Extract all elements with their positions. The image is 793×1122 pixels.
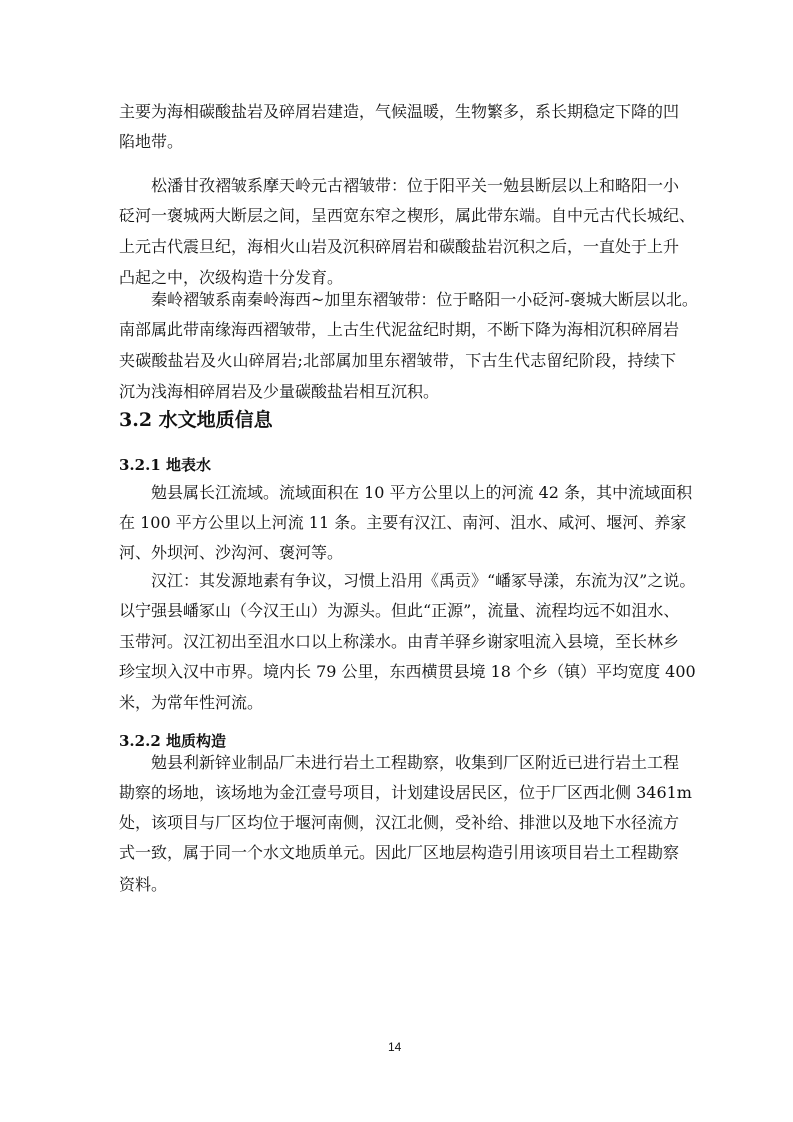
text-line: 主要为海相碳酸盐岩及碎屑岩建造，气候温暖，生物繁多，系长期稳定下降的凹: [119, 102, 680, 121]
text-line: 河、外坝河、沙沟河、褒河等。: [119, 543, 344, 562]
text-line: 处，该项目与厂区均位于堰河南侧，汉江北侧，受补给、排泄以及地下水径流方: [119, 813, 680, 832]
text-line: 夹碳酸盐岩及火山碎屑岩;北部属加里东褶皱带，下古生代志留纪阶段，持续下: [119, 351, 676, 370]
text-line: 凸起之中，次级构造十分发育。: [119, 268, 344, 287]
text-line: 上元古代震旦纪，海相火山岩及沉积碎屑岩和碳酸盐岩沉积之后，一直处于上升: [119, 237, 680, 256]
text-line: 勘察的场地，该场地为金江壹号项目，计划建设居民区，位于厂区西北侧 3461m: [119, 783, 692, 802]
text-line: 松潘甘孜褶皱系摩天岭元古褶皱带：位于阳平关一勉县断层以上和略阳一小: [151, 176, 680, 195]
text-line: 砭河一褒城两大断层之间，呈西宽东窄之楔形，属此带东端。自中元古代长城纪、: [119, 206, 696, 225]
text-line: 资料。: [119, 875, 168, 894]
text-line: 珍宝坝入汉中市界。境内长 79 公里，东西横贯县境 18 个乡（镇）平均宽度 400: [119, 662, 696, 681]
text-line: 南部属此带南缘海西褶皱带，上古生代泥盆纪时期，不断下降为海相沉积碎屑岩: [119, 320, 680, 339]
text-line: 汉江：其发源地素有争议，习惯上沿用《禹贡》“嶓冢导漾，东流为汉”之说。: [151, 571, 696, 590]
text-line: 沉为浅海相碎屑岩及少量碳酸盐岩相互沉积。: [119, 382, 440, 401]
text-line: 勉县属长江流域。流域面积在 10 平方公里以上的河流 42 条，其中流域面积: [151, 483, 693, 502]
section-heading-3-2-2: 3.2.2 地质构造: [119, 732, 226, 750]
text-line: 陷地带。: [119, 132, 184, 151]
text-line: 秦岭褶皱系南秦岭海西~加里东褶皱带：位于略阳一小砭河-褒城大断层以北。: [151, 290, 698, 309]
page-number: 14: [388, 1040, 402, 1054]
text-line: 玉带河。汉江初出至沮水口以上称漾水。由青羊驿乡谢家咀流入县境，至长林乡: [119, 632, 680, 651]
section-heading-3-2-1: 3.2.1 地表水: [119, 456, 211, 474]
text-line: 勉县利新锌业制品厂未进行岩土工程勘察，收集到厂区附近已进行岩土工程: [151, 753, 680, 772]
text-line: 米，为常年性河流。: [119, 693, 264, 712]
text-line: 在 100 平方公里以上河流 11 条。主要有汉江、南河、沮水、咸河、堰河、养家: [119, 513, 687, 532]
text-line: 式一致，属于同一个水文地质单元。因此厂区地层构造引用该项目岩土工程勘察: [119, 843, 680, 862]
text-line: 以宁强县嶓冢山（今汉王山）为源头。但此“正源”，流量、流程均远不如沮水、: [119, 601, 680, 620]
section-heading-3-2: 3.2 水文地质信息: [119, 409, 273, 431]
